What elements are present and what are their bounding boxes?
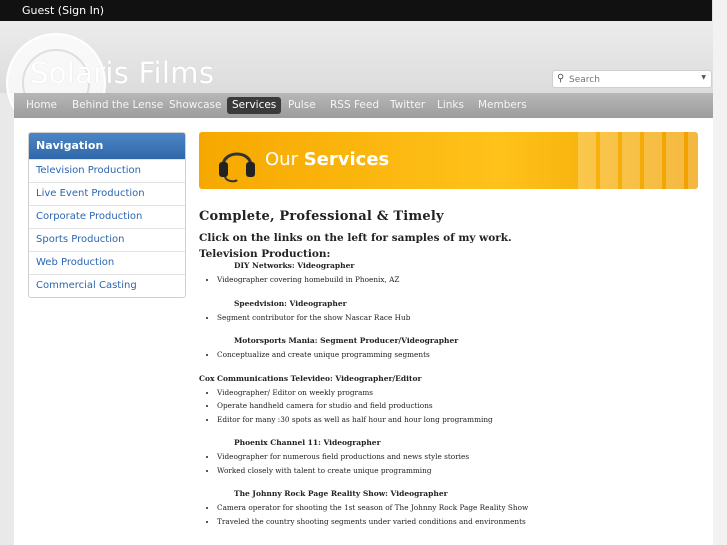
article-subtitle: Click on the links on the left for samples of my work. bbox=[199, 232, 512, 244]
nav-home[interactable]: Home bbox=[26, 99, 58, 111]
article bbox=[199, 208, 704, 528]
job-list bbox=[199, 273, 704, 287]
job-list bbox=[199, 386, 704, 427]
list-item: • Videographer/ Editor on weekly programs bbox=[217, 386, 704, 400]
nav-rss-feed[interactable]: RSS Feed bbox=[330, 99, 380, 111]
search-box[interactable] bbox=[552, 70, 712, 88]
nav-links[interactable]: Links bbox=[437, 99, 464, 111]
nav-services[interactable]: Services bbox=[227, 97, 281, 114]
guest-sign-in-link[interactable]: Guest (Sign In) bbox=[22, 4, 105, 17]
list-item: • Videographer for numerous field productions and news style stories bbox=[217, 450, 704, 464]
search-icon: ⚲ bbox=[557, 73, 565, 84]
main-nav bbox=[14, 93, 713, 118]
page-title: Complete, Professional & Timely bbox=[199, 209, 444, 224]
list-item: • Segment contributor for the show Nascar Race Hub bbox=[217, 311, 704, 325]
list-item: • Videographer covering homebuild in Phoenix, AZ bbox=[217, 273, 704, 287]
nav-twitter[interactable]: Twitter bbox=[390, 99, 426, 111]
nav-members[interactable]: Members bbox=[478, 99, 527, 111]
nav-behind-the-lense[interactable]: Behind the Lense bbox=[72, 99, 164, 111]
job-role: Speedvision: Videographer bbox=[234, 298, 347, 308]
nav-pulse[interactable]: Pulse bbox=[288, 99, 316, 111]
job-role: Motorsports Mania: Segment Producer/Videographer bbox=[234, 336, 459, 345]
vertical-scrollbar[interactable] bbox=[712, 0, 727, 545]
sidebar-item-live-event-production[interactable]: Live Event Production bbox=[29, 182, 185, 205]
banner-tiles bbox=[578, 132, 698, 189]
sidebar-item-web-production[interactable]: Web Production bbox=[29, 251, 185, 274]
list-item: • Editor for many :30 spots as well as half hour and hour long programming bbox=[217, 413, 704, 427]
list-item: • Conceptualize and create unique programming segments bbox=[217, 348, 704, 362]
sidebar-navigation bbox=[28, 132, 186, 298]
services-banner bbox=[199, 132, 698, 189]
section-heading: Television Production: bbox=[199, 248, 331, 260]
job-list bbox=[199, 450, 704, 477]
sidebar-heading: Navigation bbox=[29, 133, 185, 159]
job-role: DIY Networks: Videographer bbox=[234, 261, 355, 270]
nav-showcase[interactable]: Showcase bbox=[169, 99, 222, 111]
job-list bbox=[199, 501, 704, 528]
headphones-icon bbox=[217, 140, 257, 184]
search-input[interactable] bbox=[567, 72, 696, 88]
sidebar-item-corporate-production[interactable]: Corporate Production bbox=[29, 205, 185, 228]
sidebar-item-television-production[interactable]: Television Production bbox=[29, 159, 185, 182]
job-role: Cox Communications Televideo: Videographer/Editor bbox=[199, 373, 422, 383]
banner-title: Our Services bbox=[265, 149, 390, 170]
job-role: The Johnny Rock Page Reality Show: Videographer bbox=[234, 489, 448, 498]
top-bar bbox=[0, 0, 713, 21]
sidebar-item-commercial-casting[interactable]: Commercial Casting bbox=[29, 274, 185, 297]
list-item: • Worked closely with talent to create unique programming bbox=[217, 464, 704, 478]
job-list bbox=[199, 311, 704, 325]
list-item: • Traveled the country shooting segments under varied conditions and environments bbox=[217, 515, 704, 529]
chevron-down-icon[interactable]: ▼ bbox=[701, 74, 706, 81]
sidebar-item-sports-production[interactable]: Sports Production bbox=[29, 228, 185, 251]
list-item: • Camera operator for shooting the 1st season of The Johnny Rock Page Reality Show bbox=[217, 501, 704, 515]
site-header bbox=[0, 21, 713, 93]
job-role: Phoenix Channel 11: Videographer bbox=[234, 438, 381, 447]
job-list bbox=[199, 348, 704, 362]
site-title[interactable]: Solaris Films bbox=[30, 56, 215, 90]
list-item: • Operate handheld camera for studio and field productions bbox=[217, 399, 704, 413]
